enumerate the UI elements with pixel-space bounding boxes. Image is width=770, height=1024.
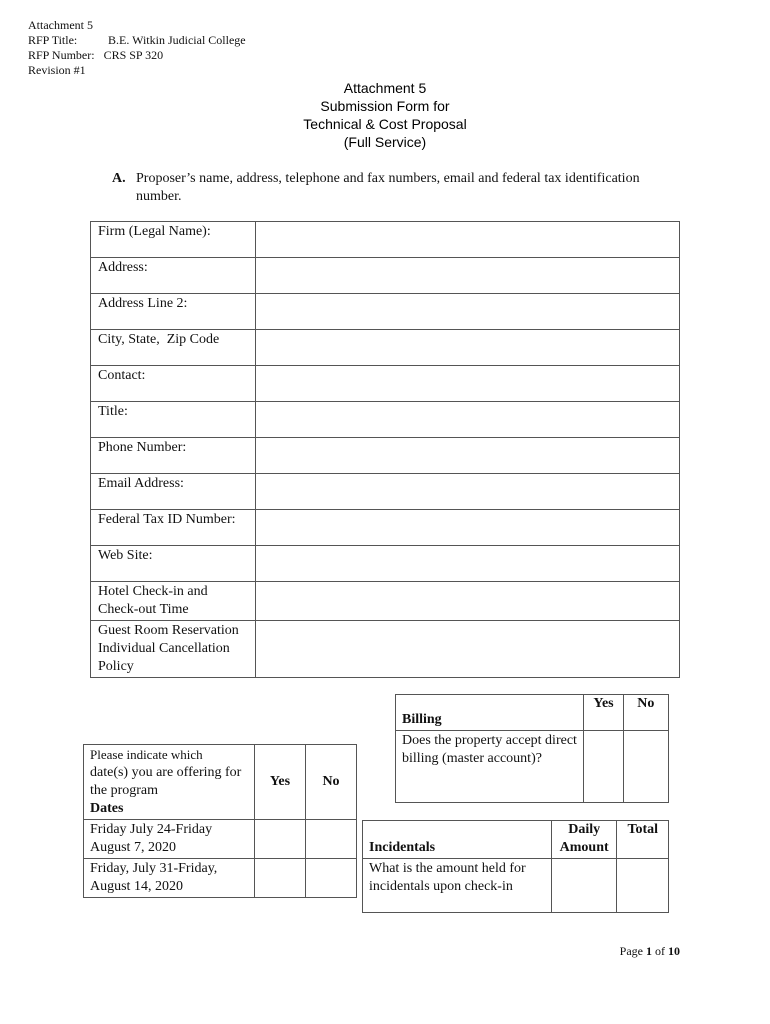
cancellation-policy-field[interactable]: [255, 621, 679, 678]
email-address-label: Email Address:: [91, 474, 256, 510]
check-in-out-label: Hotel Check-in and Check-out Time: [91, 582, 256, 621]
header-rfp-title-value: B.E. Witkin Judicial College: [108, 33, 246, 47]
header-attachment: Attachment 5: [28, 18, 93, 32]
table-row: [396, 731, 669, 803]
header-revision: Revision #1: [28, 63, 86, 77]
email-address-field[interactable]: [255, 474, 679, 510]
table-row: [91, 621, 680, 678]
city-state-zip-label: City, State, Zip Code: [91, 330, 256, 366]
table-row: [91, 330, 680, 366]
federal-tax-id-label: Federal Tax ID Number:: [91, 510, 256, 546]
footer-of-label: of: [655, 944, 665, 958]
footer-page-label: Page: [619, 944, 643, 958]
page-title: [0, 79, 770, 151]
total-field[interactable]: [617, 859, 669, 913]
section-a-text: Proposer’s name, address, telephone and fax numbers, email and federal tax identification number.: [136, 171, 640, 204]
table-row: [91, 366, 680, 402]
proposer-info-table: [90, 221, 680, 678]
dates-heading-cell: [84, 745, 255, 820]
date-option-1-no[interactable]: [306, 820, 357, 859]
check-in-out-field[interactable]: [255, 582, 679, 621]
dates-no-header: No: [306, 745, 357, 820]
billing-table: [395, 694, 669, 803]
date-option-1-yes[interactable]: [255, 820, 306, 859]
title-line-2: Submission Form for: [320, 98, 450, 114]
firm-name-label: Firm (Legal Name):: [91, 222, 256, 258]
phone-number-field[interactable]: [255, 438, 679, 474]
table-row: [91, 258, 680, 294]
date-option-1: Friday July 24-Friday August 7, 2020: [84, 820, 255, 859]
title-line-3: Technical & Cost Proposal: [303, 116, 467, 132]
incidentals-table: [362, 820, 669, 913]
dates-yes-header: Yes: [255, 745, 306, 820]
billing-yes-header: Yes: [584, 695, 623, 731]
billing-heading: Billing: [402, 712, 442, 727]
address-label: Address:: [91, 258, 256, 294]
billing-question: Does the property accept direct billing (master account)?: [396, 731, 584, 803]
table-row: [363, 859, 669, 913]
web-site-field[interactable]: [255, 546, 679, 582]
incidentals-question: What is the amount held for incidentals upon check-in: [363, 859, 552, 913]
city-state-zip-field[interactable]: [255, 330, 679, 366]
header-rfp-number: RFP Number: CRS SP 320: [28, 48, 164, 62]
section-a-letter: A.: [112, 171, 126, 186]
title-label: Title:: [91, 402, 256, 438]
table-row: [91, 474, 680, 510]
section-a: [112, 170, 684, 206]
date-option-2-yes[interactable]: [255, 859, 306, 898]
web-site-label: Web Site:: [91, 546, 256, 582]
dates-instruction-2: date(s) you are offering for the program: [90, 765, 242, 798]
date-option-2: Friday, July 31-Friday, August 14, 2020: [84, 859, 255, 898]
contact-label: Contact:: [91, 366, 256, 402]
firm-name-field[interactable]: [255, 222, 679, 258]
table-row: [91, 222, 680, 258]
address-field[interactable]: [255, 258, 679, 294]
table-row: [84, 745, 357, 820]
federal-tax-id-field[interactable]: [255, 510, 679, 546]
billing-heading-cell: [396, 695, 584, 731]
title-field[interactable]: [255, 402, 679, 438]
footer-page-num: 1: [646, 944, 652, 958]
table-row: [91, 402, 680, 438]
total-header: Total: [617, 821, 669, 859]
title-line-4: (Full Service): [343, 134, 427, 150]
footer-page-total: 10: [668, 944, 680, 958]
header-rfp-title-label: RFP Title:: [28, 33, 78, 47]
title-line-1: Attachment 5: [343, 80, 427, 96]
dates-instruction: Please indicate which: [90, 747, 203, 762]
header-block: [28, 18, 246, 78]
date-option-2-no[interactable]: [306, 859, 357, 898]
dates-heading: Dates: [90, 801, 124, 816]
table-row: [91, 438, 680, 474]
daily-amount-field[interactable]: [551, 859, 617, 913]
phone-number-label: Phone Number:: [91, 438, 256, 474]
page-footer: [560, 944, 680, 959]
daily-amount-header: Daily Amount: [551, 821, 617, 859]
address-line-2-field[interactable]: [255, 294, 679, 330]
table-row: [396, 695, 669, 731]
table-row: [91, 582, 680, 621]
header-rfp-title: [28, 33, 246, 48]
cancellation-policy-label: Guest Room Reservation Individual Cancellation Policy: [91, 621, 256, 678]
incidentals-heading: Incidentals: [369, 840, 436, 855]
contact-field[interactable]: [255, 366, 679, 402]
billing-no-field[interactable]: [623, 731, 668, 803]
table-row: [363, 821, 669, 859]
table-row: [91, 294, 680, 330]
table-row: [91, 546, 680, 582]
table-row: [84, 820, 357, 859]
table-row: [91, 510, 680, 546]
incidentals-heading-cell: [363, 821, 552, 859]
dates-table: [83, 744, 357, 898]
billing-yes-field[interactable]: [584, 731, 623, 803]
table-row: [84, 859, 357, 898]
billing-no-header: No: [623, 695, 668, 731]
address-line-2-label: Address Line 2:: [91, 294, 256, 330]
